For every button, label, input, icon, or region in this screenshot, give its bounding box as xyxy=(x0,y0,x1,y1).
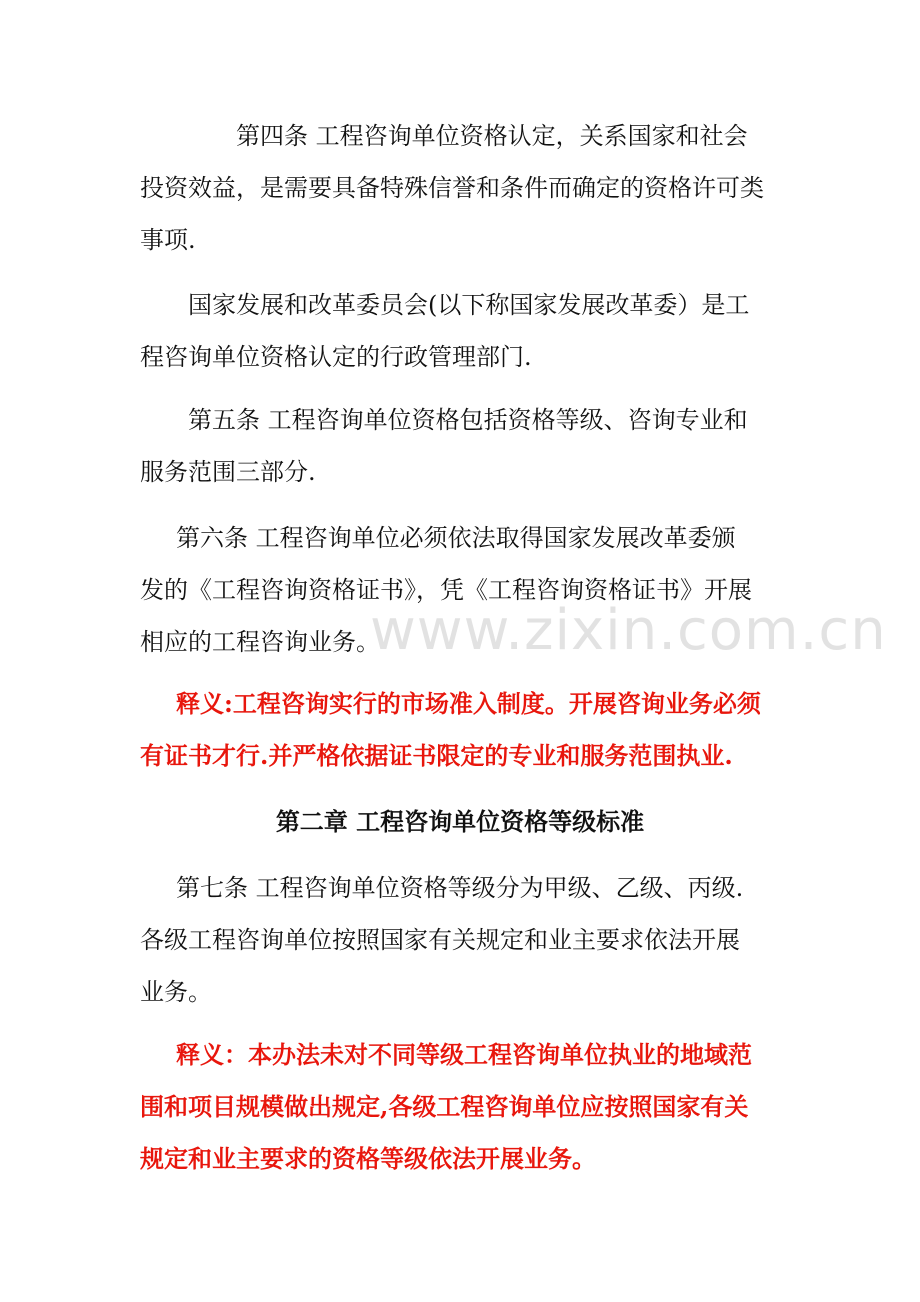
article-7-line-1: 第七条 工程咨询单位资格等级分为甲级、乙级、丙级. xyxy=(176,874,744,902)
chapter-2-title: 第二章 工程咨询单位资格等级标准 xyxy=(275,807,645,836)
article-6-line-3: 相应的工程咨询业务。 xyxy=(140,628,380,656)
ndrc-paragraph xyxy=(140,279,790,383)
watermark: www.zixin.com.cn xyxy=(370,598,887,663)
article-5-line-1: 第五条 工程咨询单位资格包括资格等级、咨询专业和 xyxy=(188,406,748,434)
article-5-line-2: 服务范围三部分. xyxy=(140,458,316,486)
article-4 xyxy=(140,110,790,266)
article-4-line-1: 第四条 工程咨询单位资格认定，关系国家和社会 xyxy=(236,122,748,150)
article-6 xyxy=(140,512,790,668)
note-2-line-3: 规定和业主要求的资格等级依法开展业务。 xyxy=(140,1144,596,1173)
note-2-line-2: 围和项目规模做出规定,各级工程咨询单位应按照国家有关 xyxy=(140,1092,749,1121)
article-7 xyxy=(140,862,790,1018)
article-7-line-3: 业务。 xyxy=(140,978,212,1006)
note-1-line-2: 有证书才行.并严格依据证书限定的专业和服务范围执业. xyxy=(140,741,733,770)
note-1 xyxy=(140,678,790,782)
note-2-line-1: 释义：本办法未对不同等级工程咨询单位执业的地域范 xyxy=(176,1040,752,1069)
article-6-line-1: 第六条 工程咨询单位必须依法取得国家发展改革委颁 xyxy=(176,524,736,552)
note-2 xyxy=(140,1029,790,1185)
article-7-line-2: 各级工程咨询单位按照国家有关规定和业主要求依法开展 xyxy=(140,926,740,954)
article-5 xyxy=(140,394,790,498)
article-6-line-2: 发的《工程咨询资格证书》，凭《工程咨询资格证书》开展 xyxy=(140,576,752,604)
note-1-line-1: 释义:工程咨询实行的市场准入制度。开展咨询业务必须 xyxy=(176,689,761,718)
article-4-line-3: 事项. xyxy=(140,226,196,254)
ndrc-paragraph-line-1: 国家发展和改革委员会(以下称国家发展改革委）是工 xyxy=(188,291,750,319)
article-4-line-2: 投资效益，是需要具备特殊信誉和条件而确定的资格许可类 xyxy=(140,174,764,202)
ndrc-paragraph-line-2: 程咨询单位资格认定的行政管理部门. xyxy=(140,343,532,371)
